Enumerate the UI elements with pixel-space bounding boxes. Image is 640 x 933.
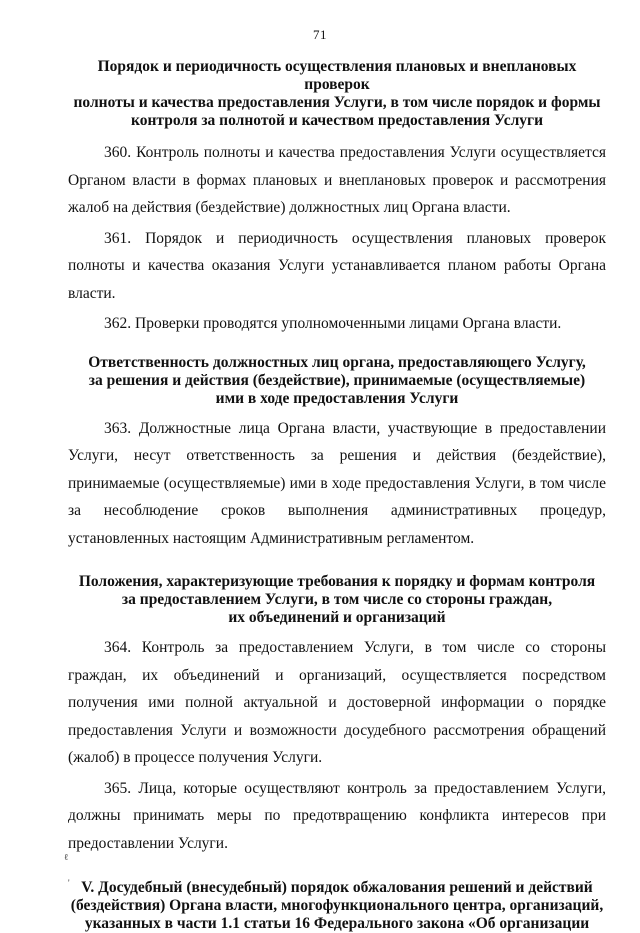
document-body <box>68 58 606 933</box>
section-heading-control-requirements <box>68 573 606 627</box>
heading-line: Положения, характеризующие требования к порядку и формам контроля <box>78 573 596 590</box>
heading-line: их объединений и организаций <box>228 609 446 626</box>
paragraph-365: 365. Лица, которые осуществляют контроль за предоставлением Услуги, должны принимать меры по предотвращению конфликта интересов при предоставлении Услуги. <box>68 779 606 852</box>
page-number: 71 <box>313 27 327 42</box>
heading-line: ими в ходе предоставления Услуги <box>215 389 459 407</box>
paragraph-364: 364. Контроль за предоставлением Услуги, в том числе со стороны граждан, их объединений и организаций, осуществляется посредством получения ими полной актуальной и достоверной информации о порядке предоставления Услуги и возможности досудебного рассмотрения обращений (жалоб) в процессе получения Услуги. <box>68 639 606 766</box>
section-heading-control-procedure <box>68 58 606 130</box>
heading-line: полноты и качества предоставления Услуги, в том числе порядок и формы <box>73 94 601 111</box>
paragraph-362: 362. Проверки проводятся уполномоченными лицами Органа власти. <box>104 315 562 332</box>
paragraph-361: 361. Порядок и периодичность осуществления плановых проверок полноты и качества оказания Услуги устанавливается планом работы Органа власти. <box>68 229 606 302</box>
heading-line: за предоставлением Услуги, в том числе со стороны граждан, <box>121 591 553 608</box>
scan-artifact-mark: ' <box>68 878 70 888</box>
scan-artifact-mark: ℓ <box>64 852 69 862</box>
section-heading-pretrial-appeal <box>68 879 606 933</box>
paragraph-360: 360. Контроль полноты и качества предоставления Услуги осуществляется Органом власти в формах плановых и внеплановых проверок и рассмотрения жалоб на действия (бездействие) должностных лиц Органа власти. <box>68 144 606 216</box>
section-heading-responsibility <box>68 354 606 408</box>
heading-line: контроля за полнотой и качеством предоставления Услуги <box>131 112 543 129</box>
heading-line: указанных в части 1.1 статьи 16 Федерального закона «Об организации <box>84 915 590 932</box>
heading-line: Порядок и периодичность осуществления плановых и внеплановых проверок <box>97 58 577 93</box>
heading-line: Ответственность должностных лиц органа, предоставляющего Услугу, <box>88 353 586 371</box>
heading-line: V. Досудебный (внесудебный) порядок обжалования решений и действий <box>81 879 593 896</box>
heading-line: (бездействия) Органа власти, многофункционального центра, организаций, <box>70 897 604 914</box>
heading-line: за решения и действия (бездействие), принимаемые (осуществляемые) <box>88 371 586 389</box>
paragraph-363: 363. Должностные лица Органа власти, участвующие в предоставлении Услуги, несут ответственность за решения и действия (бездействие), принимаемые (осуществляемые) ими в ходе предоставления Услуги, в том числе за несоблюдение сроков выполнения административных процедур, установленных настоящим Административным регламентом. <box>68 419 606 547</box>
